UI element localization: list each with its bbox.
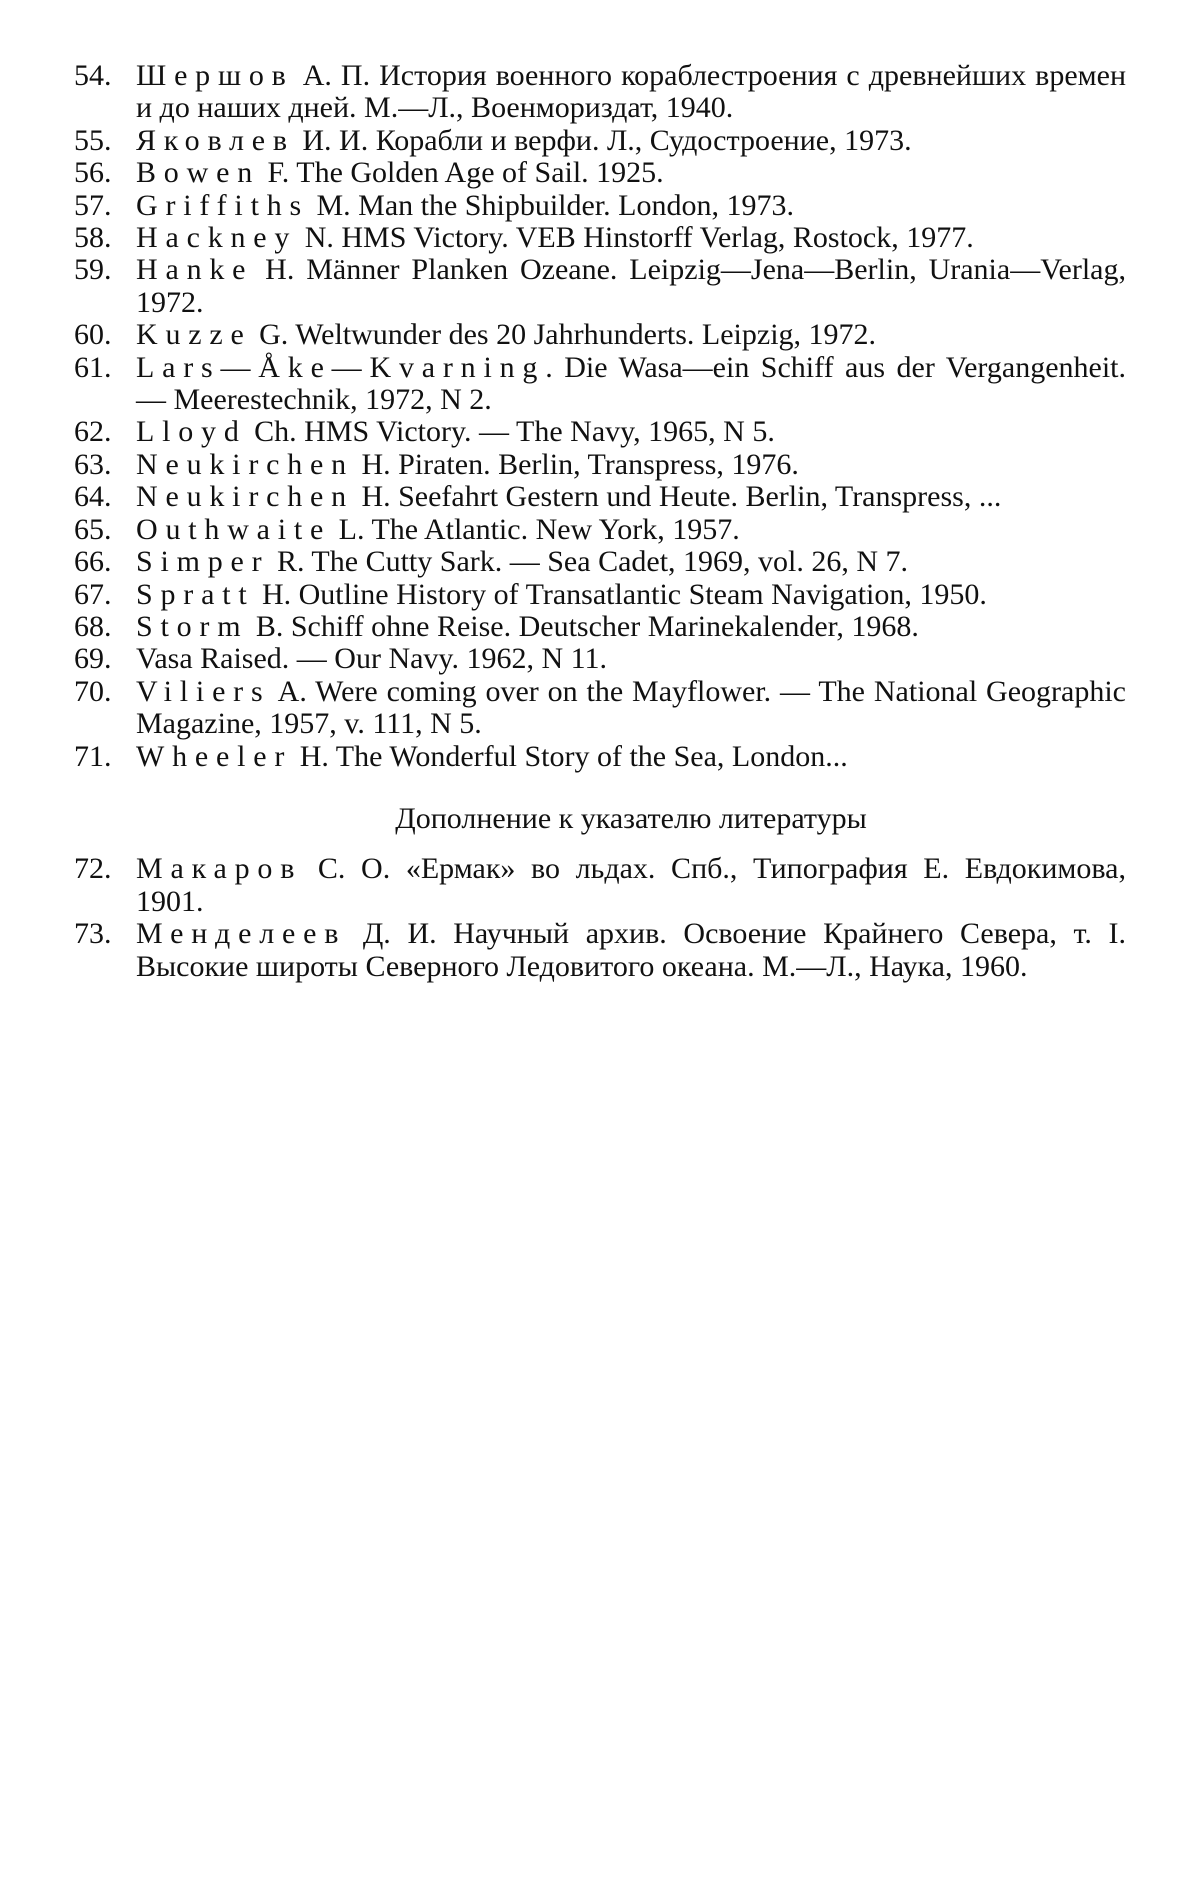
reference-list [74, 60, 1126, 773]
entry-author: Spratt [136, 577, 255, 611]
entry-number: 73. [74, 917, 112, 951]
entry-author: Шершов [136, 59, 294, 92]
entry-number: 58. [74, 221, 112, 255]
entry-number: 66. [74, 545, 112, 579]
entry-number: 62. [74, 415, 112, 449]
entry-author: Simper [136, 545, 270, 579]
reference-entry [74, 741, 1126, 773]
reference-entry [74, 546, 1126, 578]
entry-number: 71. [74, 739, 112, 773]
entry-text: H. Männer Planken Ozeane. Leipzig—Jena—Berlin, Urania—Verlag, 1972. [136, 253, 1126, 319]
supplement-heading: Дополнение к указателю литературы [395, 801, 867, 835]
entry-text: N. HMS Victory. VEB Hinstorff Verlag, Rostock, 1977. [297, 221, 974, 255]
entry-author: Neukirchen [136, 480, 354, 514]
reference-entry [74, 157, 1126, 189]
entry-text: H. Seefahrt Gestern und Heute. Berlin, Transpress, ... [353, 480, 1002, 514]
reference-entry [74, 676, 1126, 741]
entry-text: B. Schiff ohne Reise. Deutscher Marinekalender, 1968. [248, 609, 919, 643]
entry-text: А. П. История военного кораблестроения с древнейших времен и до наших дней. М.—Л., Военмориздат, 1940. [136, 59, 1126, 125]
reference-entry [74, 254, 1126, 319]
entry-number: 57. [74, 188, 112, 222]
entry-number: 54. [74, 59, 112, 92]
reference-entry [74, 60, 1126, 125]
reference-entry [74, 514, 1126, 546]
entry-number: 68. [74, 609, 112, 643]
entry-number: 65. [74, 512, 112, 546]
entry-author: Outhwaite [136, 512, 332, 546]
reference-entry [74, 190, 1126, 222]
entry-author: Wheeler [136, 739, 293, 773]
entry-number: 72. [74, 852, 112, 886]
entry-text: H. Piraten. Berlin, Transpress, 1976. [353, 447, 799, 481]
entry-text: Ch. HMS Victory. — The Navy, 1965, N 5. [246, 415, 775, 449]
reference-entry [74, 222, 1126, 254]
entry-number: 69. [74, 642, 112, 676]
entry-text: H. The Wonderful Story of the Sea, London... [292, 739, 848, 773]
reference-entry [74, 853, 1126, 918]
reference-entry [74, 449, 1126, 481]
entry-text: Д. И. Научный архив. Освоение Крайнего Севера, т. I. Высокие широты Северного Ледовитого океана. М.—Л., Наука, 1960. [136, 917, 1126, 983]
reference-entry [74, 481, 1126, 513]
entry-text: . Die Wasa—ein Schiff aus der Vergangenheit. — Meerestechnik, 1972, N 2. [136, 350, 1126, 417]
entry-number: 55. [74, 123, 112, 157]
entry-number: 61. [74, 350, 112, 384]
entry-text: A. Were coming over on the Mayflower. — The National Geographic Magazine, 1957, v. 111, N 5. [136, 674, 1126, 741]
entry-author: Kuzze [136, 318, 252, 352]
entry-author: Neukirchen [136, 447, 354, 481]
supplement-list [74, 853, 1126, 983]
reference-entry [74, 352, 1126, 417]
entry-author: Lloyd [136, 415, 247, 449]
reference-entry [74, 579, 1126, 611]
entry-author: Яковлев [136, 123, 295, 157]
entry-number: 63. [74, 447, 112, 481]
reference-entry [74, 643, 1126, 675]
entry-text: И. И. Корабли и верфи. Л., Судостроение, 1973. [294, 123, 912, 157]
entry-text: Vasa Raised. — Our Navy. 1962, N 11. [136, 642, 608, 676]
entry-number: 70. [74, 674, 112, 708]
reference-entry [74, 611, 1126, 643]
entry-number: 56. [74, 156, 112, 190]
entry-text: M. Man the Shipbuilder. London, 1973. [308, 188, 794, 222]
entry-text: G. Weltwunder des 20 Jahrhunderts. Leipzig, 1972. [251, 318, 877, 352]
entry-text: L. The Atlantic. New York, 1957. [331, 512, 740, 546]
entry-number: 64. [74, 480, 112, 514]
entry-author: Макаров [136, 852, 303, 886]
reference-entry [74, 319, 1126, 351]
entry-author: Viliers [136, 674, 271, 708]
reference-entry [74, 416, 1126, 448]
entry-text: R. The Cutty Sark. — Sea Cadet, 1969, vol. 26, N 7. [269, 545, 909, 579]
reference-entry [74, 125, 1126, 157]
reference-entry [74, 918, 1126, 983]
entry-number: 67. [74, 577, 112, 611]
entry-author: Griffiths [136, 188, 309, 222]
entry-author: Storm [136, 609, 249, 643]
entry-text: F. The Golden Age of Sail. 1925. [260, 156, 664, 190]
entry-text: С. О. «Ермак» во льдах. Спб., Типография Е. Евдокимова, 1901. [136, 852, 1126, 918]
entry-author: Hanke [136, 253, 254, 287]
entry-author: Lars—Åke—Kvarning [136, 350, 546, 384]
entry-author: Bowen [136, 156, 260, 190]
bibliography-page [74, 60, 1126, 983]
entry-author: Hackney [136, 221, 298, 255]
entry-number: 59. [74, 253, 112, 287]
entry-number: 60. [74, 318, 112, 352]
entry-author: Менделеев [136, 917, 347, 951]
entry-text: H. Outline History of Transatlantic Steam Navigation, 1950. [254, 577, 987, 611]
